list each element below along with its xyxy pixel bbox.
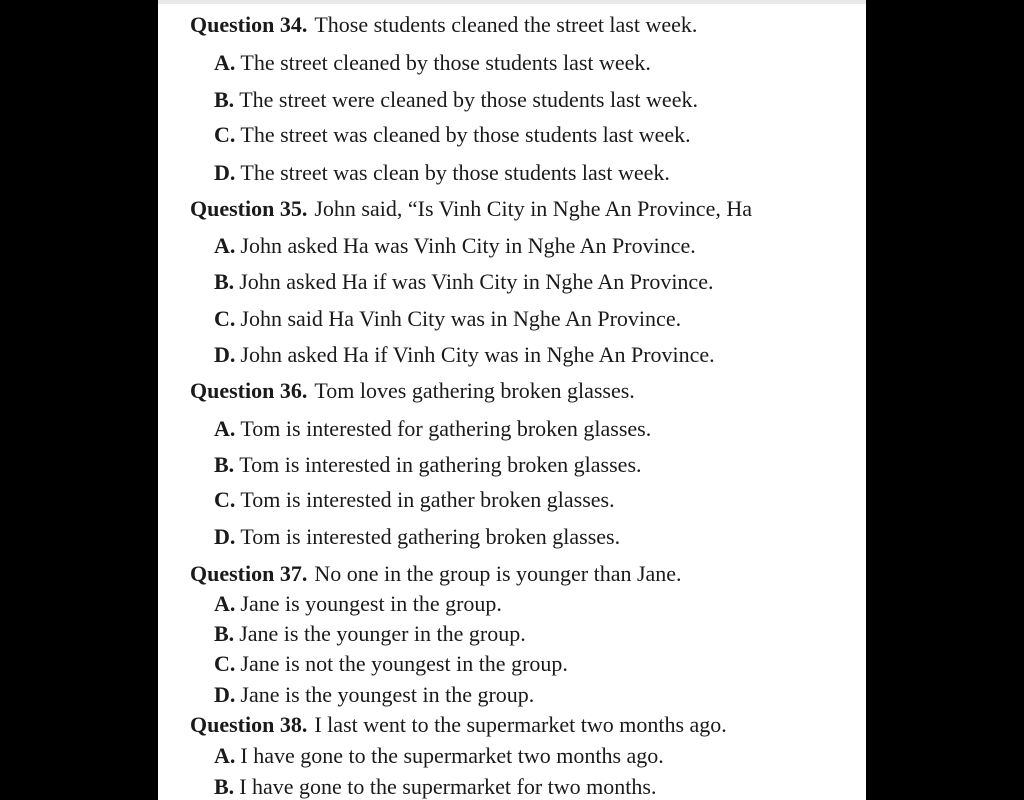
question-text: Tom loves gathering broken glasses. [314, 378, 635, 403]
question-36 [190, 378, 635, 404]
question-36-option-d [214, 524, 620, 550]
question-37-option-a [214, 591, 502, 617]
question-label: Question 38. [190, 712, 308, 737]
option-letter: B. [214, 621, 235, 646]
option-letter: B. [214, 269, 235, 294]
question-38 [190, 712, 727, 738]
page-top-edge [158, 0, 866, 4]
option-text: Tom is interested for gathering broken glasses. [240, 416, 652, 441]
question-text: Those students cleaned the street last week. [314, 12, 698, 37]
question-36-option-a [214, 416, 651, 442]
option-letter: A. [214, 591, 236, 616]
option-text: Tom is interested gathering broken glasses. [240, 524, 621, 549]
option-letter: D. [214, 524, 236, 549]
option-text: The street was clean by those students last week. [240, 160, 670, 185]
option-letter: D. [214, 682, 236, 707]
option-letter: B. [214, 774, 235, 799]
option-text: Jane is not the youngest in the group. [240, 651, 568, 676]
option-letter: C. [214, 122, 236, 147]
question-label: Question 37. [190, 561, 308, 586]
option-text: Tom is interested in gather broken glasses. [240, 487, 615, 512]
option-letter: C. [214, 487, 236, 512]
option-text: I have gone to the supermarket two months ago. [240, 743, 664, 768]
question-36-option-c [214, 487, 615, 513]
question-37-option-c [214, 651, 568, 677]
question-35-option-d [214, 342, 715, 368]
option-text: John asked Ha was Vinh City in Nghe An Province. [240, 233, 696, 258]
question-text: No one in the group is younger than Jane. [314, 561, 682, 586]
option-letter: B. [214, 87, 235, 112]
option-text: The street was cleaned by those students last week. [240, 122, 691, 147]
option-letter: A. [214, 50, 236, 75]
option-letter: D. [214, 342, 236, 367]
option-text: I have gone to the supermarket for two months. [239, 774, 657, 799]
question-37-option-b [214, 621, 526, 647]
option-text: Jane is the youngest in the group. [240, 682, 535, 707]
question-34-option-a [214, 50, 651, 76]
question-38-option-a [214, 743, 664, 769]
question-34-option-d [214, 160, 670, 186]
option-text: John said Ha Vinh City was in Nghe An Province. [240, 306, 682, 331]
option-letter: A. [214, 233, 236, 258]
document-page [158, 0, 866, 800]
option-text: The street were cleaned by those students last week. [239, 87, 698, 112]
option-letter: D. [214, 160, 236, 185]
question-label: Question 35. [190, 196, 308, 221]
option-text: John asked Ha if Vinh City was in Nghe An Province. [240, 342, 715, 367]
option-text: Jane is youngest in the group. [240, 591, 502, 616]
question-35-option-c [214, 306, 681, 332]
option-letter: A. [214, 416, 236, 441]
question-35 [190, 196, 752, 222]
question-37-option-d [214, 682, 534, 708]
question-label: Question 34. [190, 12, 308, 37]
option-letter: B. [214, 452, 235, 477]
option-text: Tom is interested in gathering broken glasses. [239, 452, 642, 477]
question-34 [190, 12, 697, 38]
question-35-option-b [214, 269, 713, 295]
question-36-option-b [214, 452, 642, 478]
option-letter: C. [214, 651, 236, 676]
option-text: John asked Ha if was Vinh City in Nghe An Province. [239, 269, 714, 294]
question-34-option-c [214, 122, 691, 148]
option-letter: A. [214, 743, 236, 768]
question-34-option-b [214, 87, 698, 113]
question-label: Question 36. [190, 378, 308, 403]
option-text: The street cleaned by those students last week. [240, 50, 651, 75]
question-37 [190, 561, 682, 587]
question-text: I last went to the supermarket two months ago. [314, 712, 727, 737]
question-38-option-b [214, 774, 656, 800]
question-text: John said, “Is Vinh City in Nghe An Province, Ha [314, 196, 752, 221]
option-text: Jane is the younger in the group. [239, 621, 526, 646]
option-letter: C. [214, 306, 236, 331]
question-35-option-a [214, 233, 696, 259]
